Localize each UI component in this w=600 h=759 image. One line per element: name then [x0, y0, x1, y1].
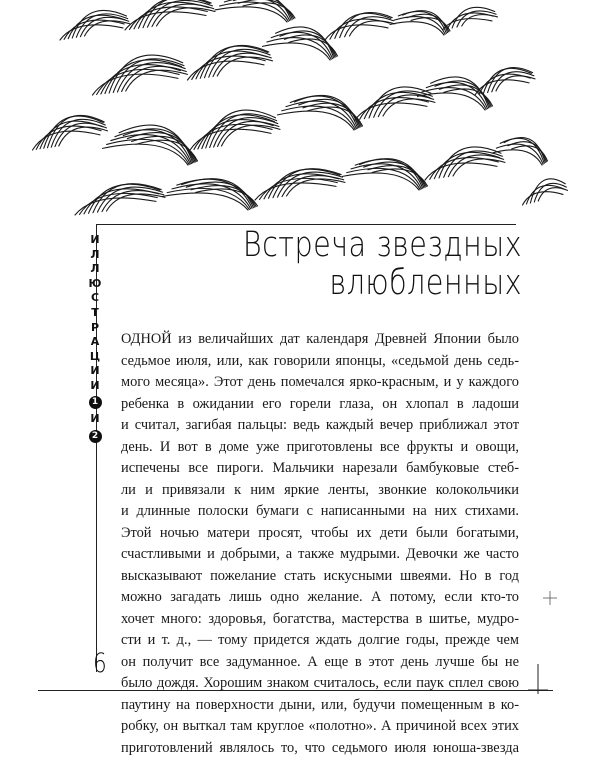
- wave-stroke: [97, 69, 180, 94]
- text-line: счастливыми и добрыми, а также мудрыми. Девочки же часто: [121, 544, 519, 566]
- text-line: и длинные полоски бумаги с написанными на них стихами.: [121, 501, 519, 523]
- text-line: приготовлений являлось то, что седьмого июля юноша-звезда: [121, 738, 519, 759]
- wave-stroke: [347, 168, 420, 189]
- text-line: ребенка в ожидании его горели глаза, он хлопал в ладоши: [121, 394, 519, 416]
- chapter-title: [184, 226, 522, 302]
- text-line: мого месяца». Этот день помечался ярко-красным, и у каждого: [121, 372, 519, 394]
- section-letter: Р: [91, 321, 99, 336]
- chapter-title-line-1: Встреча звездных: [184, 226, 522, 264]
- section-letter: И: [90, 379, 99, 394]
- section-conjunction: И: [90, 412, 99, 427]
- wave-stroke: [188, 61, 265, 80]
- section-letter: Ю: [89, 277, 102, 292]
- text-line: высказывают пожелание стать искусными швеями. Но в год: [121, 566, 519, 588]
- wave-illustration: [0, 0, 600, 230]
- text-line: сти и т. д., — тому придется ждать долгие годы, прежде чем: [121, 630, 519, 652]
- text-line: испечены все пироги. Мальчики нарезали бамбуковые стеб-: [121, 458, 519, 480]
- chapter-title-line-2: влюбленных: [184, 264, 522, 302]
- section-letter: Т: [91, 306, 99, 321]
- text-line: ОДНОЙ из величайших дат календаря Древней Японии было: [121, 329, 519, 351]
- corner-ornament: [528, 664, 548, 694]
- circled-number-1: 1: [89, 396, 102, 409]
- section-letter: И: [90, 364, 99, 379]
- text-line: седьмое июля, или, как говорили японцы, «седьмой день седь-: [121, 351, 519, 373]
- text-line: хочет много: здоровья, богатства, мастерства в шитье, мудро-: [121, 609, 519, 631]
- text-line: он получит все задуманное. А еще в этот день лучше бы не: [121, 652, 519, 674]
- text-line: ли и привязали к ним яркие ленты, звонкие колокольчики: [121, 480, 519, 502]
- margin-tick: [543, 591, 557, 605]
- section-letter: С: [91, 291, 99, 306]
- circled-number-2: 2: [89, 430, 102, 443]
- body-paragraph: [121, 329, 519, 759]
- wave-stroke: [278, 111, 355, 130]
- text-line: можно загадать лишь одно желание. А потому, если кто-то: [121, 587, 519, 609]
- text-line: и считал, загибая пальцы: ведь каждый вечер приближал этот: [121, 415, 519, 437]
- text-line: день. И вот в доме уже приготовлены все фрукты и овощи,: [121, 437, 519, 459]
- section-letter: А: [91, 335, 100, 350]
- page-number: 6: [93, 648, 107, 679]
- wave-stroke: [452, 7, 495, 28]
- wave-stroke: [167, 188, 249, 209]
- wave-stroke: [33, 131, 101, 150]
- text-line: робку, он выткал там круглое «полотно». А причиной всех этих: [121, 716, 519, 738]
- text-line: Этой ночью матери просят, чтобы их дети были богатыми,: [121, 523, 519, 545]
- wave-stroke: [125, 12, 206, 30]
- wave-stroke: [107, 139, 190, 164]
- section-letter: И: [90, 233, 99, 248]
- text-line: было дождя. Хорошим знаком считалось, если паук сплел свою: [121, 673, 519, 695]
- section-letter: Л: [90, 262, 99, 277]
- wave-stroke: [103, 144, 189, 165]
- wave-stroke: [390, 22, 444, 35]
- section-label-vertical: [86, 233, 104, 446]
- section-letter: Ц: [90, 350, 100, 365]
- text-line: паутину на поверхности дыни, или, будучи помещенным в ко-: [121, 695, 519, 717]
- wave-stroke: [194, 124, 272, 149]
- section-letter: Л: [90, 248, 99, 263]
